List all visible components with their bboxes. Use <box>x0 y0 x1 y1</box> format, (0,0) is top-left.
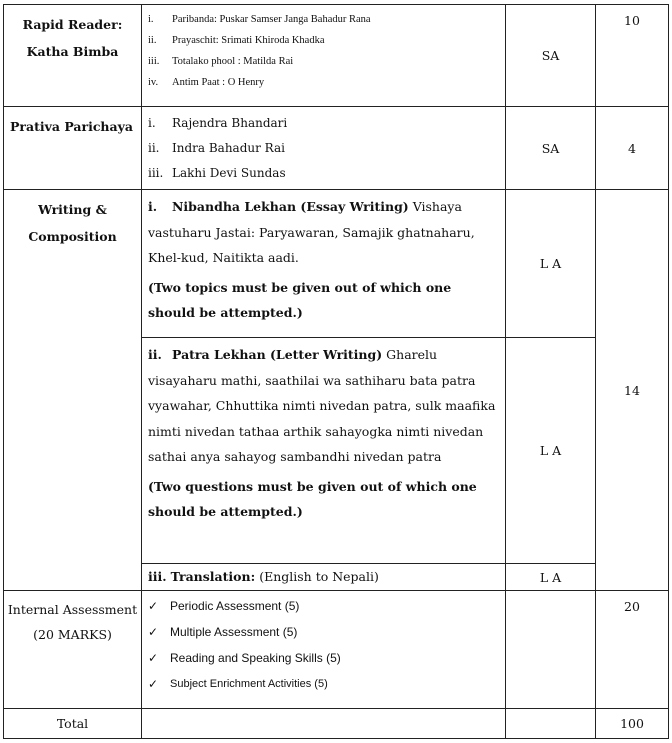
list-item: ✓ Reading and Speaking Skills (5) <box>148 645 499 671</box>
assessment-list <box>142 591 505 697</box>
topic-list <box>142 5 505 93</box>
essay-text: Vishaya vastuharu Jastai: Paryawaran, Samajik ghatnaharu, Khel-kud, Naitikta aadi. <box>148 199 475 265</box>
translation-description: iii. Translation: (English to Nepali) <box>148 569 379 584</box>
list-item: ✓ Multiple Assessment (5) <box>148 619 499 645</box>
marks-cell: 10 <box>596 5 669 107</box>
list-item: iv. Antim Paat : O Henry <box>148 77 265 88</box>
list-item: ✓ Periodic Assessment (5) <box>148 593 499 619</box>
translation-text: (English to Nepali) <box>259 569 379 584</box>
question-type-cell: SA <box>506 107 596 190</box>
topics-cell <box>142 190 506 338</box>
question-type-cell <box>506 709 596 739</box>
letter-heading: Patra Lekhan (Letter Writing) <box>172 347 383 362</box>
check-icon: ✓ <box>148 625 159 639</box>
table-row <box>4 107 669 190</box>
marks-cell: 14 <box>596 190 669 591</box>
total-label: Total <box>4 709 142 739</box>
letter-text: Gharelu visayaharu mathi, saathilai wa sathiharu bata patra vyawahar, Chhuttika nimti nivedan patra, sulk maafika nimti nivedan tathaa arthik sahayogka nimti nivedan sathai anya sahayog sambandhi nivedan patra <box>148 347 496 464</box>
marks-cell: 4 <box>596 107 669 190</box>
question-type-cell: L A <box>506 338 596 564</box>
essay-heading: Nibandha Lekhan (Essay Writing) <box>172 199 409 214</box>
topics-cell <box>142 564 506 591</box>
essay-note: (Two topics must be given out of which one should be attempted.) <box>148 279 452 320</box>
check-icon: ✓ <box>148 599 159 613</box>
essay-description: i. Nibandha Lekhan (Essay Writing) Vishaya vastuharu Jastai: Paryawaran, Samajik ghatnaharu, Khel-kud, Naitikta aadi. <box>148 199 475 265</box>
check-icon: ✓ <box>148 651 159 665</box>
table-row <box>4 5 669 107</box>
list-item: ii. Prayaschit: Srimati Khiroda Khadka <box>148 35 325 46</box>
list-item: i. Paribanda: Puskar Samser Janga Bahadur Rana <box>148 14 371 25</box>
check-icon: ✓ <box>148 677 159 691</box>
syllabus-table <box>3 4 669 739</box>
letter-note: (Two questions must be given out of which one should be attempted.) <box>148 478 477 519</box>
marks-cell: 20 <box>596 591 669 709</box>
topic-list <box>142 107 505 186</box>
table-row <box>4 591 669 709</box>
topics-cell <box>142 591 506 709</box>
subject-cell: Prativa Parichaya <box>4 107 142 190</box>
subject-cell: Writing & Composition <box>4 190 142 591</box>
table-row <box>4 709 669 739</box>
subject-cell: Rapid Reader: Katha Bimba <box>4 5 142 107</box>
topics-cell <box>142 709 506 739</box>
topics-cell <box>142 338 506 564</box>
question-type-cell: L A <box>506 190 596 338</box>
question-type-cell <box>506 591 596 709</box>
question-type-cell: L A <box>506 564 596 591</box>
list-item: iii. Lakhi Devi Sundas <box>148 166 286 180</box>
total-marks: 100 <box>596 709 669 739</box>
subject-cell: Internal Assessment (20 MARKS) <box>4 591 142 709</box>
list-item: ii. Indra Bahadur Rai <box>148 141 285 155</box>
topics-cell <box>142 5 506 107</box>
list-item: ✓ Subject Enrichment Activities (5) <box>148 671 499 697</box>
list-item: iii. Totalako phool : Matilda Rai <box>148 56 294 67</box>
topics-cell <box>142 107 506 190</box>
letter-description: ii. Patra Lekhan (Letter Writing) Gharelu visayaharu mathi, saathilai wa sathiharu bata patra vyawahar, Chhuttika nimti nivedan patra, sulk maafika nimti nivedan tathaa arthik sahayogka nimti nivedan sathai anya sahayog sambandhi nivedan patra <box>148 347 496 464</box>
translation-heading: Translation: <box>170 569 256 584</box>
question-type-cell: SA <box>506 5 596 107</box>
list-item: i. Rajendra Bhandari <box>148 116 288 130</box>
table-row <box>4 190 669 338</box>
